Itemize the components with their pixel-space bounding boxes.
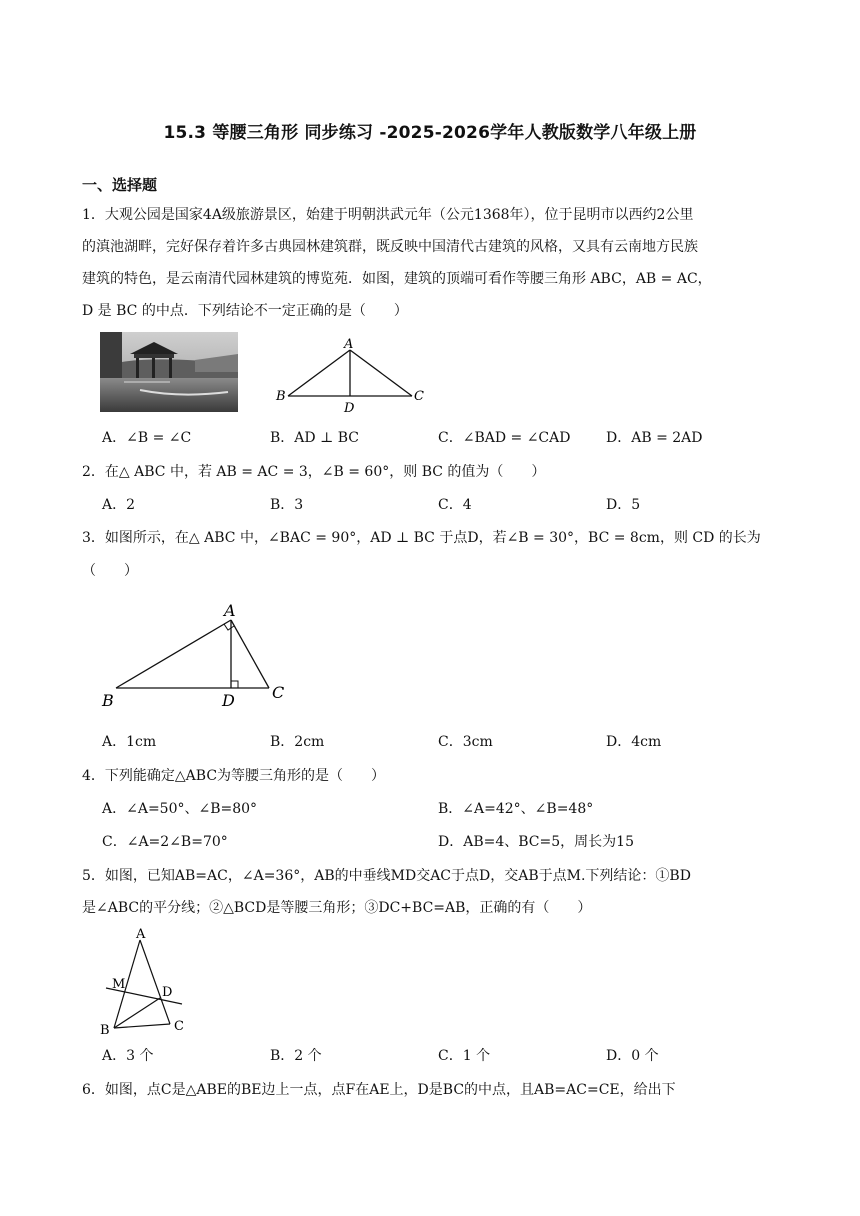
q3-option-d[interactable]: D．4cm [606, 734, 662, 750]
q3-label-b: B [102, 691, 114, 710]
q1-line-1: 1．大观公园是国家4A级旅游景区，始建于明朝洪武元年（公元1368年），位于昆明市以西约2公里 [82, 207, 694, 223]
q2-option-a[interactable]: A．2 [102, 497, 136, 513]
q2-option-c[interactable]: C．4 [438, 497, 472, 513]
q1-label-c: C [414, 389, 424, 404]
section-heading: 一、选择题 [82, 176, 158, 194]
q1-triangle-figure [272, 334, 432, 416]
q5-option-d[interactable]: D．0 个 [606, 1048, 659, 1064]
q6-line-1: 6．如图，点C是△ABE的BE边上一点，点F在AE上，D是BC的中点，且AB=AC=CE，给出下 [82, 1082, 676, 1098]
q1-label-d: D [344, 401, 355, 416]
q2-option-b[interactable]: B．3 [270, 497, 304, 513]
q5-option-b[interactable]: B．2 个 [270, 1048, 322, 1064]
q1-line-2: 的滇池湖畔，完好保存着许多古典园林建筑群，既反映中国清代古建筑的风格，又具有云南地方民族 [82, 239, 698, 255]
q5-label-a: A [136, 927, 146, 942]
q3-option-c[interactable]: C．3cm [438, 734, 493, 750]
q5-label-d: D [162, 985, 173, 1000]
q1-line-4: D 是 BC 的中点．下列结论不一定正确的是（ ） [82, 303, 408, 319]
q3-label-c: C [272, 683, 285, 702]
q1-option-c[interactable]: C．∠BAD = ∠CAD [438, 430, 571, 446]
q1-option-a[interactable]: A．∠B = ∠C [102, 430, 192, 446]
q3-label-d: D [222, 691, 235, 710]
q5-label-b: B [100, 1023, 110, 1036]
q5-option-a[interactable]: A．3 个 [102, 1048, 154, 1064]
q5-line-2: 是∠ABC的平分线；②△BCD是等腰三角形；③DC+BC=AB，正确的有（ ） [82, 900, 592, 916]
q1-line-3: 建筑的特色，是云南清代园林建筑的博览苑．如图，建筑的顶端可看作等腰三角形 ABC，AB = AC， [82, 271, 712, 287]
q3-option-a[interactable]: A．1cm [102, 734, 157, 750]
pavilion-photo [100, 332, 238, 412]
q5-option-c[interactable]: C．1 个 [438, 1048, 491, 1064]
q3-line-1: 3．如图所示，在△ ABC 中，∠BAC = 90°，AD ⊥ BC 于点D，若∠B = 30°，BC = 8cm，则 CD 的长为 [82, 530, 761, 546]
q4-option-c[interactable]: C．∠A=2∠B=70° [102, 834, 228, 850]
q1-option-d[interactable]: D．AB = 2AD [606, 430, 703, 446]
q1-option-b[interactable]: B．AD ⊥ BC [270, 430, 359, 446]
q3-line-2: （ ） [82, 563, 138, 579]
q5-label-m: M [112, 977, 126, 992]
q3-option-b[interactable]: B．2cm [270, 734, 325, 750]
q4-option-b[interactable]: B．∠A=42°、∠B=48° [438, 801, 594, 817]
q3-triangle-figure [96, 598, 296, 710]
q4-option-a[interactable]: A．∠A=50°、∠B=80° [102, 801, 258, 817]
q1-label-a: A [344, 337, 354, 352]
q5-line-1: 5．如图，已知AB=AC，∠A=36°，AB的中垂线MD交AC于点D，交AB于点M.下列结论：①BD [82, 868, 691, 884]
q4-option-d[interactable]: D．AB=4、BC=5，周长为15 [438, 834, 634, 850]
q5-triangle-figure [100, 924, 200, 1036]
document-title: 15.3 等腰三角形 同步练习 -2025-2026学年人教版数学八年级上册 [163, 123, 697, 143]
q4-line-1: 4．下列能确定△ABC为等腰三角形的是（ ） [82, 768, 386, 784]
q5-label-c: C [174, 1019, 184, 1034]
q2-line-1: 2．在△ ABC 中，若 AB = AC = 3，∠B = 60°，则 BC 的值为（ ） [82, 464, 546, 480]
q1-label-b: B [276, 389, 286, 404]
q2-option-d[interactable]: D．5 [606, 497, 641, 513]
q3-label-a: A [224, 601, 236, 620]
